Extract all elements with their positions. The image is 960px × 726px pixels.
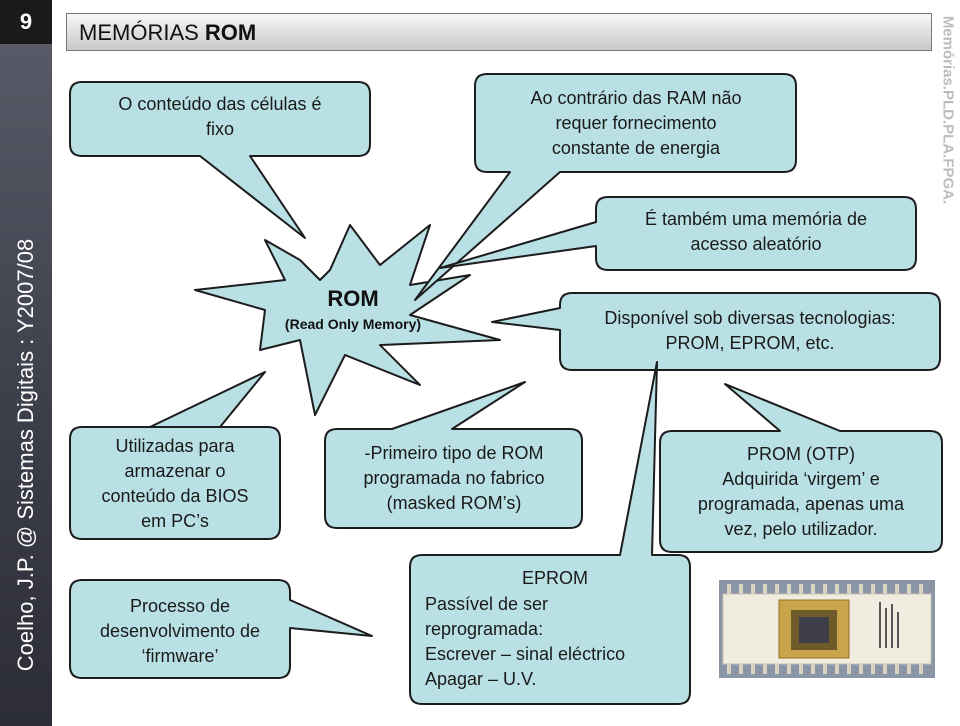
page-title: MEMÓRIAS ROM	[79, 20, 257, 45]
callout-bios-text: Utilizadas para armazenar o conteúdo da BIOS em PC’s	[101, 436, 249, 531]
callout-tecnologias-text: Disponível sob diversas tecnologias: PROM, EPROM, etc.	[604, 308, 896, 353]
callout-prom-text: PROM (OTP) Adquirida ‘virgem’ e programada, apenas uma vez, pelo utilizador.	[697, 444, 905, 539]
section-breadcrumb: Memórias.PLD.PLA.FPGA.	[939, 15, 957, 205]
callout-aleatorio-text: É também uma memória de acesso aleatório	[644, 209, 868, 254]
callout-firmware-text: Processo de desenvolvimento de ‘firmware’	[99, 596, 261, 666]
rom-title: ROM	[327, 286, 379, 311]
callout-fixo-text: O conteúdo das células é fixo	[118, 94, 322, 139]
callout-eprom-text: Passível de ser reprogramada: Escrever – sinal eléctrico Apagar – U.V.	[425, 594, 626, 689]
callout-masked-text: -Primeiro tipo de ROM programada no fabrico (masked ROM’s)	[363, 443, 545, 513]
slide-number: 9	[0, 0, 52, 44]
eprom-chip-photo	[719, 580, 935, 678]
callout-ram-text: Ao contrário das RAM não requer fornecimento constante de energia	[530, 88, 742, 158]
rom-subtitle: (Read Only Memory)	[284, 316, 422, 332]
sidebar-author-text: Coelho, J.P. @ Sistemas Digitais : Y2007/08	[13, 238, 38, 672]
callout-eprom-title: EPROM	[521, 568, 588, 588]
